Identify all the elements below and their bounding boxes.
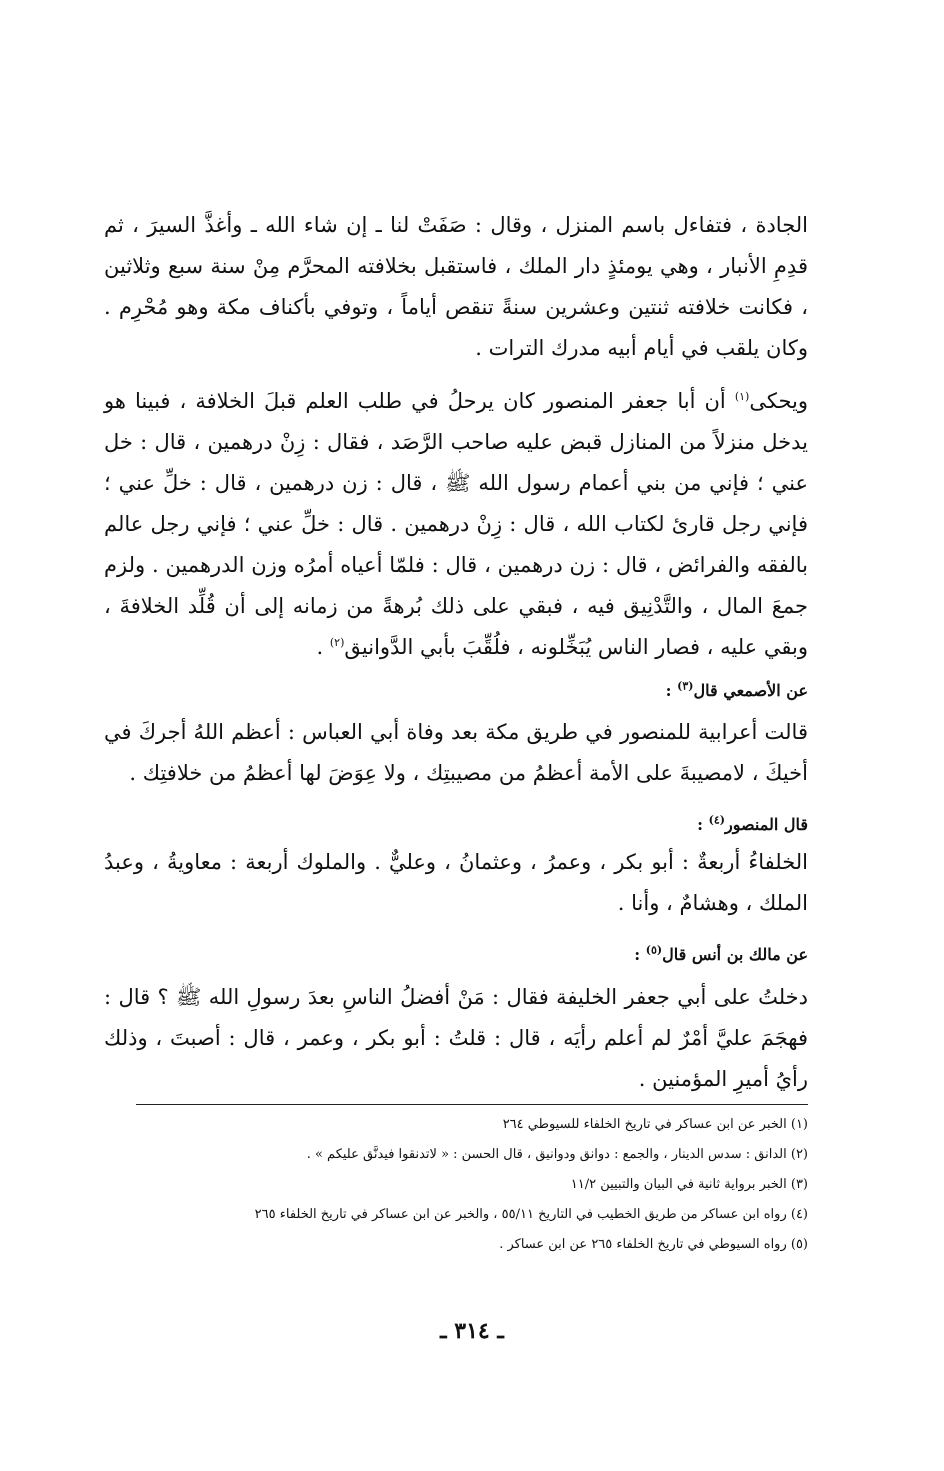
heading-mansur-label: قال المنصور <box>725 815 808 834</box>
page-number: ـ ٣١٤ ـ <box>440 1318 504 1344</box>
heading-malik-text <box>104 942 808 968</box>
footnote-5: (٥) رواه السيوطي في تاريخ الخلفاء ٢٦٥ عن ابن عساكر . <box>499 1237 808 1252</box>
footnote-ref-3: (٣) <box>677 679 694 693</box>
paragraph-5-text: دخلتُ على أبي جعفر الخليفة فقال : مَنْ أفضلُ الناسِ بعدَ رسولِ الله ﷺ ؟ قال : فهجَمَ عليَّ أمْرٌ لم أعلم رأيَه ، قال : قلتُ : أبو بكر ، وعمر ، قال : أصبتَ ، وذلك رأيُ أميرِ المؤمنين . <box>104 985 808 1091</box>
footnote-divider <box>136 1104 808 1105</box>
paragraph-3-text: قالت أعرابية للمنصور في طريق مكة بعد وفاة أبي العباس : أعظم اللهُ أجركَ في أخيكَ ، لامصيبةَ على الأمة أعظمُ من مصيبتِك ، ولا عِوَضَ لها أعظمُ من خلافتِك . <box>104 720 808 785</box>
footnote-ref-1: (١) <box>734 390 750 403</box>
heading-mansur-text <box>104 812 808 838</box>
footnote-4: (٤) رواه ابن عساكر من طريق الخطيب في التاريخ ٥٥/١١ ، والخبر عن ابن عساكر في تاريخ الخلفاء ٢٦٥ <box>254 1207 808 1222</box>
paragraph-4 <box>104 842 808 924</box>
heading-asmai-text <box>104 678 808 704</box>
paragraph-5 <box>104 977 808 1100</box>
paragraph-2-text <box>104 381 808 668</box>
heading-malik <box>104 942 808 968</box>
paragraph-2-lead: ويحكى <box>749 389 808 413</box>
heading-mansur <box>104 812 808 838</box>
paragraph-4-text: الخلفاءُ أربعةٌ : أبو بكر ، وعمرُ ، وعثمانُ ، وعليٌّ . والملوك أربعة : معاويةُ ، وعبدُ الملك ، وهشامٌ ، وأنا . <box>104 850 808 915</box>
heading-asmai-label: عن الأصمعي قال <box>693 681 808 700</box>
paragraph-1 <box>104 205 808 369</box>
heading-malik-label: عن مالك بن أنس قال <box>662 945 808 964</box>
footnote-ref-2: (٢) <box>329 636 345 649</box>
footnote-ref-5: (٥) <box>645 943 663 957</box>
footnotes <box>136 1110 808 1260</box>
footnote-ref-4: (٤) <box>708 813 726 827</box>
paragraph-1-text: الجادة ، فتفاءل باسم المنزل ، وقال : صَفَتْ لنا ـ إن شاء الله ـ وأغذَّ السيرَ ، ثم قدِمِ الأنبار ، وهي يومئذٍ دار الملك ، فاستقبل بخلافته المحرَّم مِنْ سنة سبع وثلاثين ، فكانت خلافته ثنتين وعشرين سنةً تنقص أياماً ، وتوفي بأكناف مكة وهو مُحْرِم . وكان يلقب في أيام أبيه مدرك الترات . <box>104 213 808 360</box>
footnote-1: (١) الخبر عن ابن عساكر في تاريخ الخلفاء للسيوطي ٢٦٤ <box>502 1117 808 1132</box>
paragraph-2-body: أن أبا جعفر المنصور كان يرحلُ في طلب العلم قبلَ الخلافة ، فبينا هو يدخل منزلاً من المنازل قبض عليه صاحب الرَّصَد ، فقال : زِنْ درهمين ، قال : خل عني ؛ فإني من بني أعمام رسول الله ﷺ ، قال : زن درهمين ، قال : خلِّ عني ؛ فإني رجل قارئ لكتاب الله ، قال : زِنْ درهمين . قال : خلِّ عني ؛ فإني رجل عالم بالفقه والفرائض ، قال : زن درهمين ، قال : فلمّا أعياه أمرُه وزن الدرهمين . ولزم جمعَ المال ، والتَّدْنِيق فيه ، فبقي على ذلك بُرهةً من زمانه إلى أن قُلِّد الخلافةَ ، وبقي عليه ، فصار الناس يُبَخِّلونه ، فلُقِّبَ بأبي الدَّوانيق <box>104 389 808 659</box>
footnote-2: (٢) الدانق : سدس الدينار ، والجمع : دوانق ودوانيق ، قال الحسن : « لاتدنقوا فيدنَّق عليكم » . <box>306 1147 808 1162</box>
paragraph-2-end: . <box>316 635 330 659</box>
heading-asmai <box>104 678 808 704</box>
paragraph-2 <box>104 381 808 668</box>
paragraph-3 <box>104 712 808 794</box>
heading-mansur-colon: : <box>697 815 709 834</box>
heading-malik-colon: : <box>634 945 646 964</box>
footnote-3: (٣) الخبر برواية ثانية في البيان والتبيين ١١/٢ <box>570 1177 808 1192</box>
heading-asmai-colon: : <box>665 681 678 700</box>
